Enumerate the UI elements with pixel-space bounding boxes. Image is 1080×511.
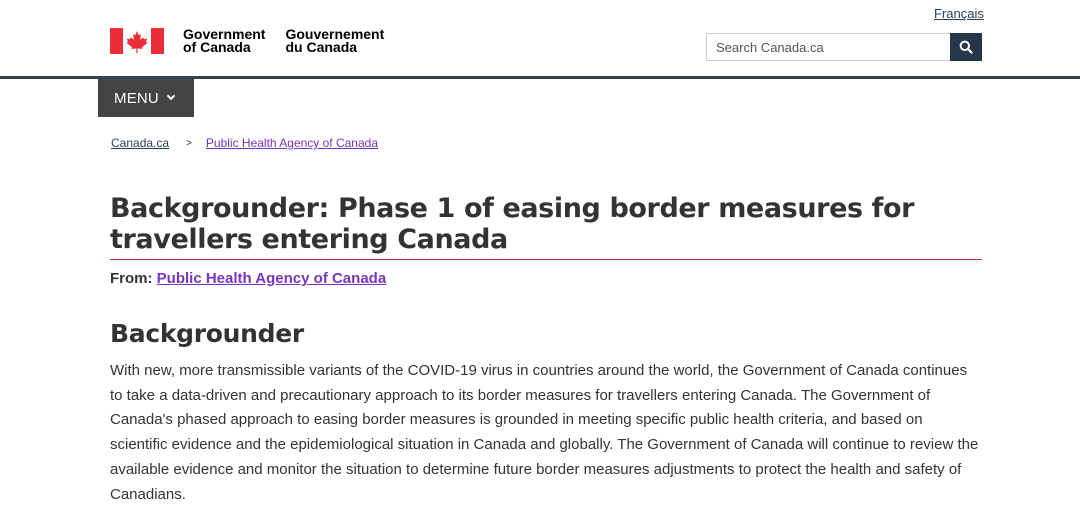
body-paragraph: With new, more transmissible variants of the COVID-19 virus in countries around the world, the Government of Canada continues to take a data-driven and precautionary approach to its border measures for travellers entering Canada. The Government of Canada's phased approach to easing border measures is grounded in meeting specific public health criteria, and based on scientific evidence and the epidemiological situation in Canada and globally. The Government of Canada will continue to review the available evidence and monitor the situation to determine future border measures adjustments to protect the health and safety of Canadians. (110, 362, 979, 503)
brand-fr-line-1: Gouvernement (285, 26, 385, 42)
language-toggle-link[interactable]: Français (934, 6, 984, 21)
brand-en-line-1: Government (183, 26, 266, 42)
site-search (706, 33, 982, 61)
brand-fr-line-2: du Canada (285, 39, 358, 55)
from-agency-link[interactable]: Public Health Agency of Canada (156, 270, 387, 287)
brand-wordmark (183, 28, 384, 54)
from-line (110, 270, 386, 287)
section-heading: Backgrounder (110, 319, 304, 348)
breadcrumb-link-canada-ca[interactable]: Canada.ca (111, 136, 170, 150)
brand-english (183, 28, 265, 54)
search-button[interactable] (950, 33, 982, 61)
menu-button[interactable] (98, 79, 194, 117)
brand-french (285, 28, 384, 54)
breadcrumb-link-phac[interactable]: Public Health Agency of Canada (205, 136, 379, 150)
canada-flag-icon (110, 28, 164, 54)
search-icon (959, 40, 973, 54)
title-underline (110, 259, 982, 260)
from-label: From: (110, 270, 157, 287)
breadcrumb (111, 136, 378, 150)
page-title: Backgrounder: Phase 1 of easing border measures for travellers entering Canada (110, 193, 915, 255)
brand-en-line-2: of Canada (183, 39, 251, 55)
search-input[interactable] (706, 33, 950, 61)
breadcrumb-separator: > (186, 137, 192, 149)
menu-label: MENU (114, 89, 159, 107)
chevron-down-icon (167, 92, 175, 100)
government-of-canada-signature[interactable] (110, 28, 384, 54)
